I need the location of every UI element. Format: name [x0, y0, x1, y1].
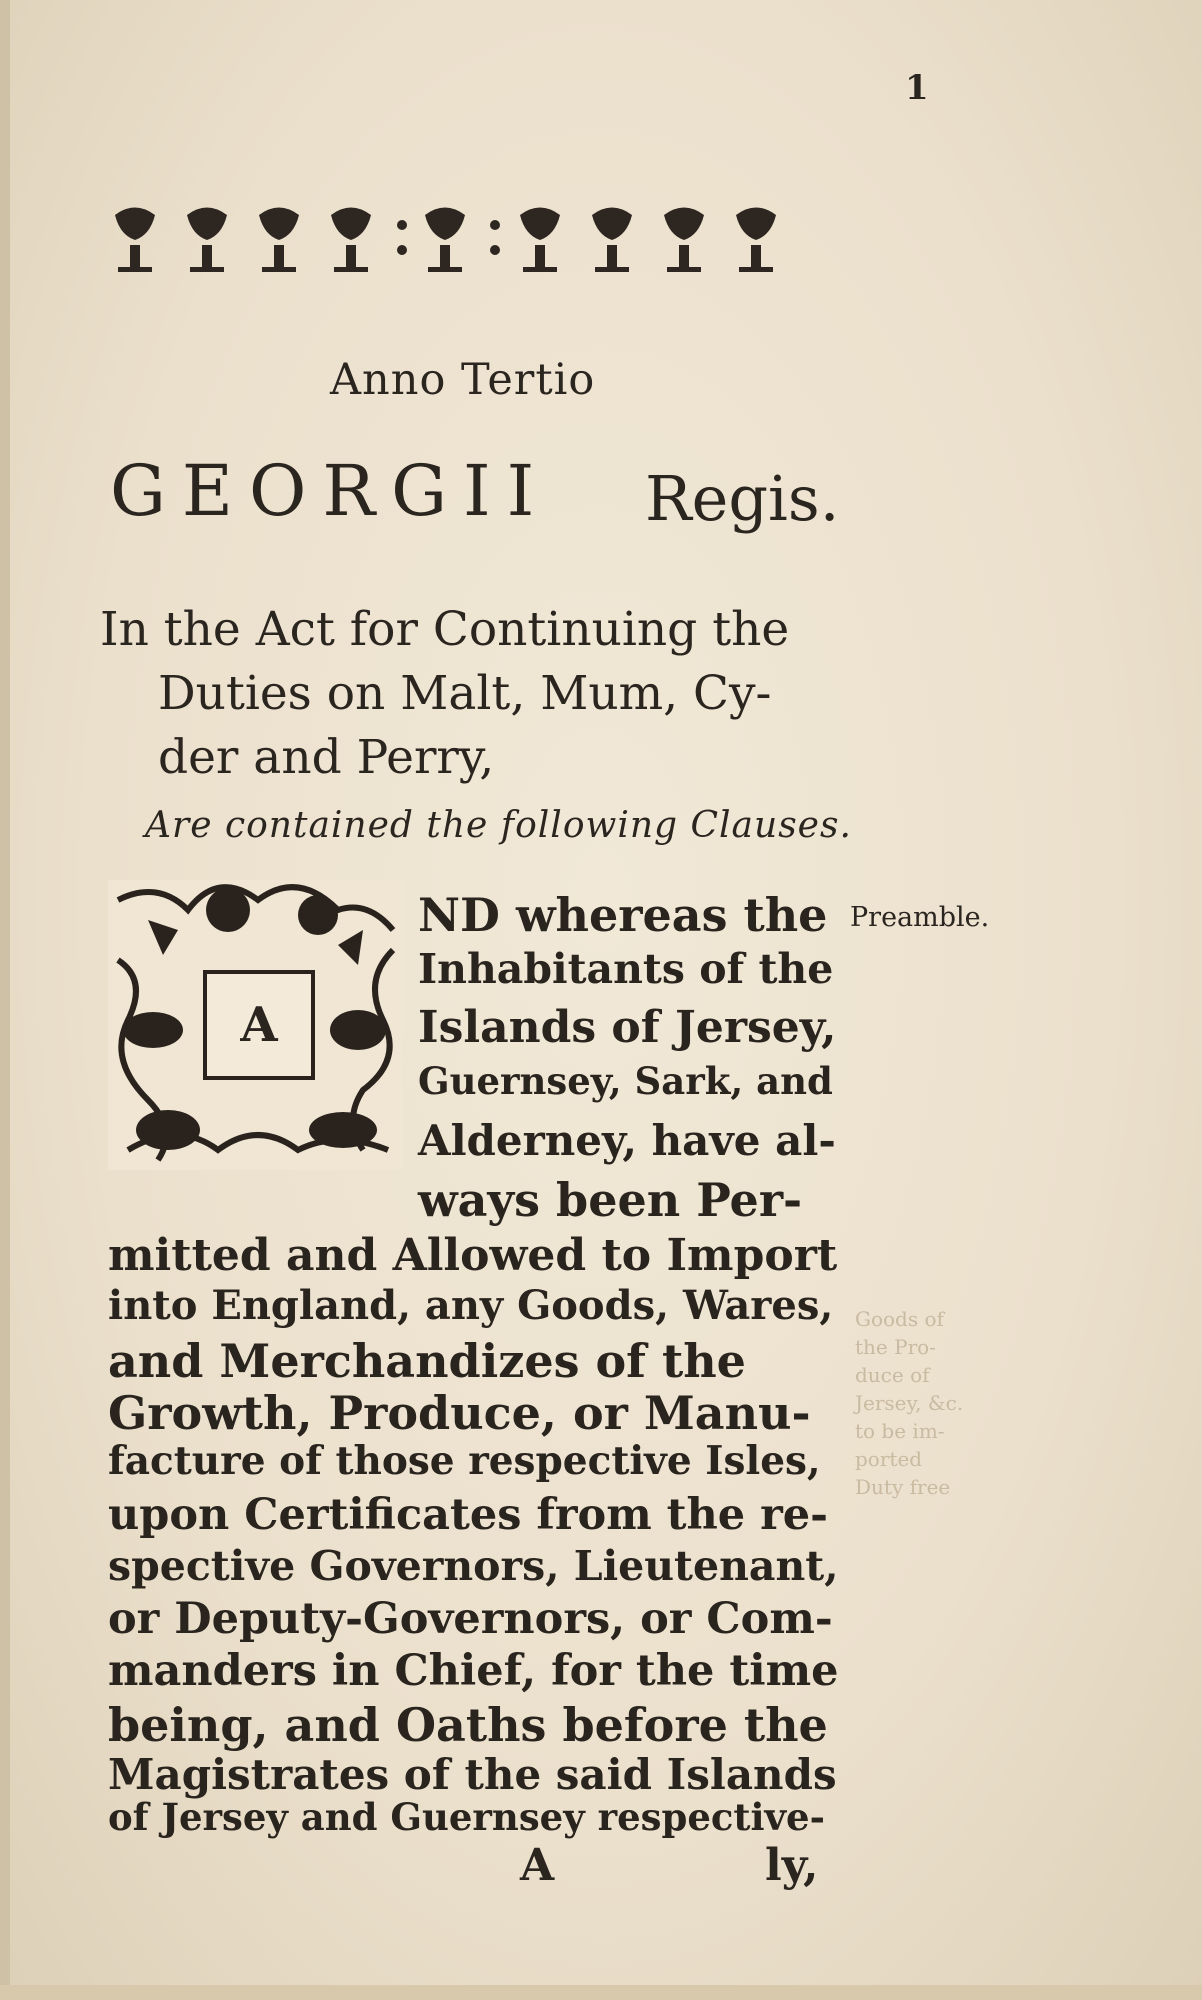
body-text-line: Magistrates of the said Islands — [108, 1750, 837, 1799]
ghost-line: duce of — [855, 1363, 930, 1387]
clauses-subheading: Are contained the following Clauses. — [145, 805, 852, 846]
body-text-line: upon Certificates from the re- — [108, 1490, 828, 1540]
ghost-line: Duty free — [855, 1475, 951, 1499]
body-text-line: Inhabitants of the — [418, 945, 834, 993]
body-text-line: or Deputy-Governors, or Com- — [108, 1594, 833, 1644]
body-text-line: Islands of Jersey, — [418, 1002, 837, 1053]
page-bottom-edge — [0, 1985, 1202, 2000]
act-title-line: der and Perry, — [158, 730, 495, 785]
ghost-line: Goods of — [855, 1307, 944, 1331]
anno-tertio-heading: Anno Tertio — [330, 355, 596, 405]
body-text-line: and Merchandizes of the — [108, 1334, 746, 1388]
act-title-line: In the Act for Continuing the — [100, 602, 790, 657]
act-title-line: Duties on Malt, Mum, Cy- — [158, 666, 772, 721]
body-text-line: Alderney, have al- — [418, 1116, 836, 1165]
catchword: ly, — [765, 1840, 819, 1891]
body-text-line: of Jersey and Guernsey respective- — [108, 1795, 825, 1839]
margin-note-preamble: Preamble. — [850, 902, 990, 933]
body-text-line: ND whereas the — [418, 888, 828, 942]
body-text-line: ways been Per- — [418, 1173, 803, 1227]
body-text-line: Guernsey, Sark, and — [418, 1059, 833, 1103]
body-text-line: into England, any Goods, Wares, — [108, 1282, 834, 1329]
body-text-line: manders in Chief, for the time — [108, 1646, 839, 1696]
page-number: 1 — [905, 68, 929, 108]
ghost-line: ported — [855, 1447, 923, 1471]
body-text-line: mitted and Allowed to Import — [108, 1230, 838, 1281]
ornamental-headpiece — [100, 195, 830, 285]
body-text-line: Growth, Produce, or Manu- — [108, 1386, 811, 1440]
ghost-line: the Pro- — [855, 1335, 936, 1359]
fleuron-icon — [115, 208, 155, 273]
body-text-line: facture of those respective Isles, — [108, 1438, 821, 1484]
bleed-through-margin-note — [855, 1305, 975, 1501]
page-left-edge — [0, 0, 10, 2000]
body-text-line: being, and Oaths before the — [108, 1698, 828, 1752]
ghost-line: Jersey, &c. — [855, 1391, 964, 1415]
regis-heading: Regis. — [645, 462, 840, 535]
ghost-line: to be im- — [855, 1419, 945, 1443]
signature-mark: A — [520, 1840, 555, 1891]
decorated-initial — [108, 880, 403, 1170]
initial-letter-box: A — [203, 970, 315, 1080]
act-title — [100, 598, 840, 790]
georgii-heading: GEORGII — [110, 450, 551, 532]
body-text-line: spective Governors, Lieutenant, — [108, 1542, 839, 1590]
